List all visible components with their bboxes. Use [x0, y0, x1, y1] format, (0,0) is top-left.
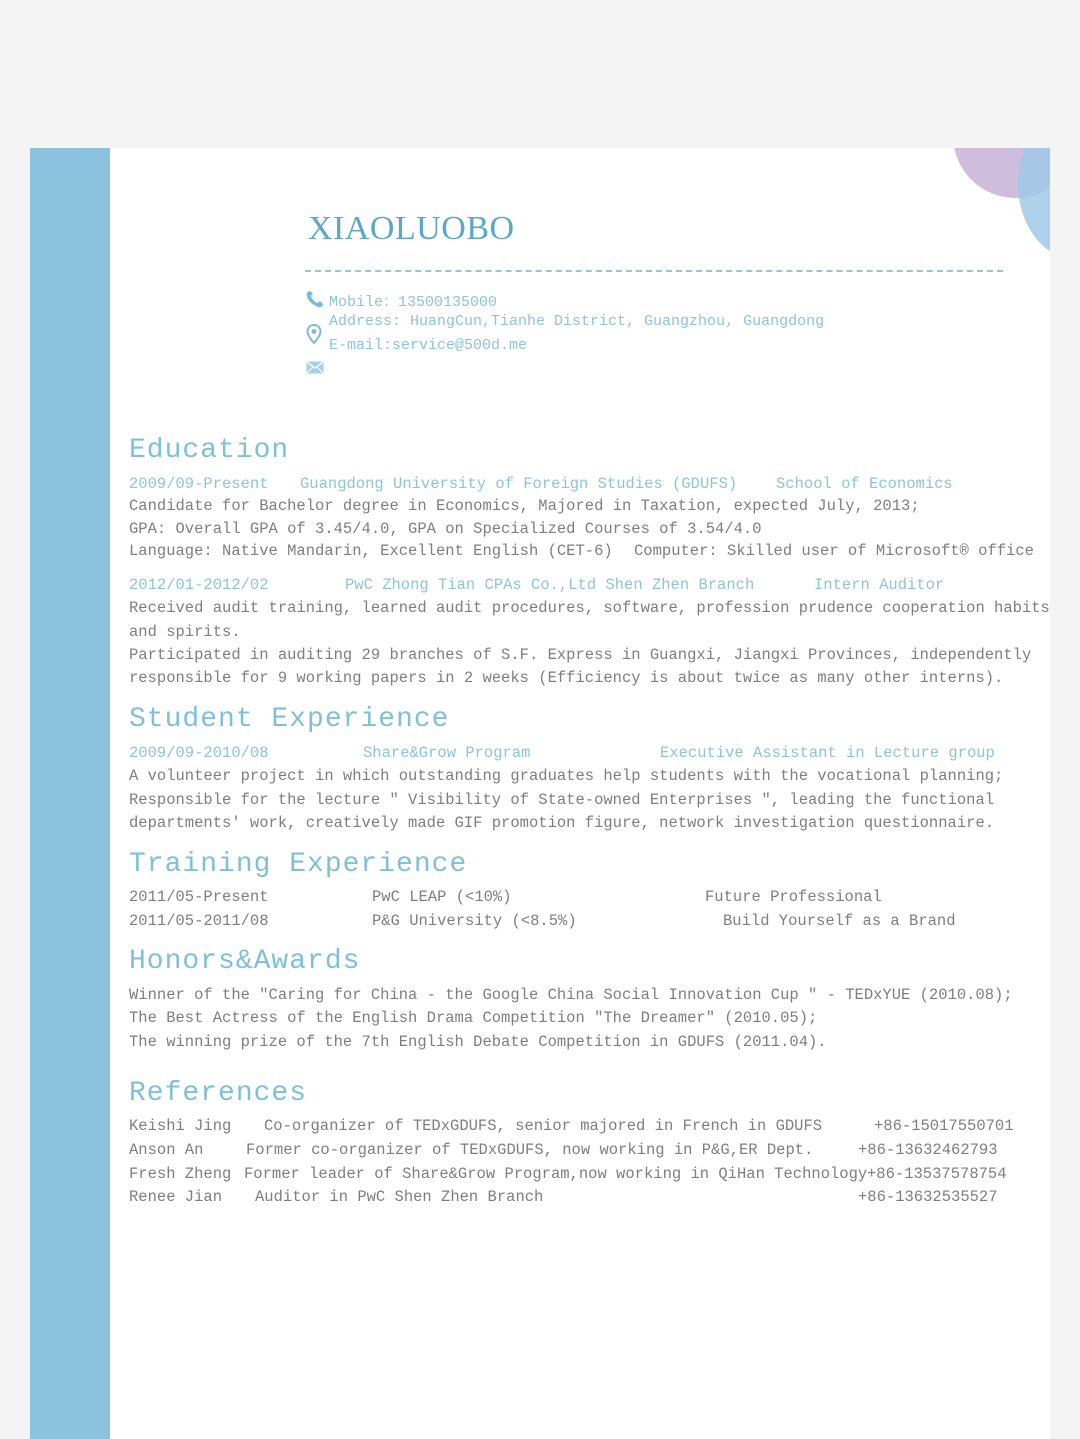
edu1-line1: Candidate for Bachelor degree in Economics, Majored in Taxation, expected July, 2013;	[129, 497, 920, 515]
phone-icon	[305, 290, 325, 308]
section-title-honors: Honors&Awards	[129, 946, 361, 977]
section-title-references: References	[129, 1078, 308, 1109]
edu2-line2: and spirits.	[129, 623, 241, 641]
edu1-computer: Computer: Skilled user of Microsoft® office	[634, 542, 1034, 560]
student-role: Executive Assistant in Lecture group	[660, 744, 995, 762]
edu1-date: 2009/09-Present	[129, 475, 269, 493]
section-title-student: Student Experience	[129, 704, 450, 735]
mobile-text: Mobile：13500135000	[329, 294, 498, 311]
location-pin-icon	[306, 324, 322, 344]
student-program: Share&Grow Program	[363, 744, 531, 762]
reference-desc: Co-organizer of TEDxGDUFS, senior majored in French in GDUFS	[264, 1117, 823, 1135]
training-row-desc: Build Yourself as a Brand	[723, 912, 956, 930]
reference-name: Anson An	[129, 1141, 204, 1159]
mail-icon	[306, 361, 324, 374]
address-text: Address: HuangCun,Tianhe District, Guangzhou, Guangdong	[329, 313, 825, 330]
reference-name: Renee Jian	[129, 1188, 223, 1206]
edu2-line1: Received audit training, learned audit procedures, software, profession prudence cooperation habits	[129, 599, 1050, 617]
reference-desc: Former leader of Share&Grow Program,now working in QiHan Technology	[244, 1165, 868, 1183]
section-title-training: Training Experience	[129, 849, 468, 880]
training-row-program: P&G University (<8.5%)	[372, 912, 577, 930]
edu1-language: Language: Native Mandarin, Excellent English (CET-6)	[129, 542, 613, 560]
student-line1: A volunteer project in which outstanding graduates help students with the vocational planning;	[129, 767, 1004, 785]
training-row-date: 2011/05-2011/08	[129, 912, 269, 930]
edu2-company: PwC Zhong Tian CPAs Co.,Ltd Shen Zhen Branch	[345, 576, 755, 594]
honors-line: The Best Actress of the English Drama Competition "The Dreamer" (2010.05);	[129, 1009, 818, 1027]
decorative-circle-blue	[1018, 148, 1050, 258]
reference-name: Fresh Zheng	[129, 1165, 232, 1183]
reference-phone: +86-13632462793	[858, 1141, 998, 1159]
edu1-school: Guangdong University of Foreign Studies (GDUFS)	[300, 475, 738, 493]
honors-line: The winning prize of the 7th English Debate Competition in GDUFS (2011.04).	[129, 1033, 827, 1051]
email-text: E-mail:service@500d.me	[329, 337, 528, 354]
header-divider	[305, 270, 1003, 272]
edu2-role: Intern Auditor	[814, 576, 945, 594]
reference-phone: +86-13537578754	[867, 1165, 1007, 1183]
reference-phone: +86-15017550701	[874, 1117, 1014, 1135]
student-line2: Responsible for the lecture " Visibility of State-owned Enterprises ", leading the functional	[129, 791, 995, 809]
training-row-program: PwC LEAP (<10%)	[372, 888, 512, 906]
edu2-line4: responsible for 9 working papers in 2 weeks (Efficiency is about twice as many other interns).	[129, 669, 1004, 687]
sidebar-stripe	[30, 148, 110, 1439]
edu2-line3: Participated in auditing 29 branches of S.F. Express in Guangxi, Jiangxi Provinces, independently	[129, 646, 1032, 664]
student-line3: departments' work, creatively made GIF promotion figure, network investigation questionnaire.	[129, 814, 995, 832]
reference-desc: Auditor in PwC Shen Zhen Branch	[255, 1188, 544, 1206]
resume-name: XIAOLUOBO	[308, 210, 515, 247]
reference-desc: Former co-organizer of TEDxGDUFS, now working in P&G,ER Dept.	[246, 1141, 814, 1159]
reference-phone: +86-13632535527	[858, 1188, 998, 1206]
honors-line: Winner of the "Caring for China - the Google China Social Innovation Cup " - TEDxYUE (2010.08);	[129, 986, 1013, 1004]
reference-name: Keishi Jing	[129, 1117, 232, 1135]
edu1-dept: School of Economics	[776, 475, 953, 493]
section-title-education: Education	[129, 435, 290, 466]
resume-page	[30, 148, 1050, 1439]
edu2-date: 2012/01-2012/02	[129, 576, 269, 594]
training-row-date: 2011/05-Present	[129, 888, 269, 906]
training-row-desc: Future Professional	[705, 888, 882, 906]
edu1-line2: GPA: Overall GPA of 3.45/4.0, GPA on Specialized Courses of 3.54/4.0	[129, 520, 762, 538]
student-date: 2009/09-2010/08	[129, 744, 269, 762]
